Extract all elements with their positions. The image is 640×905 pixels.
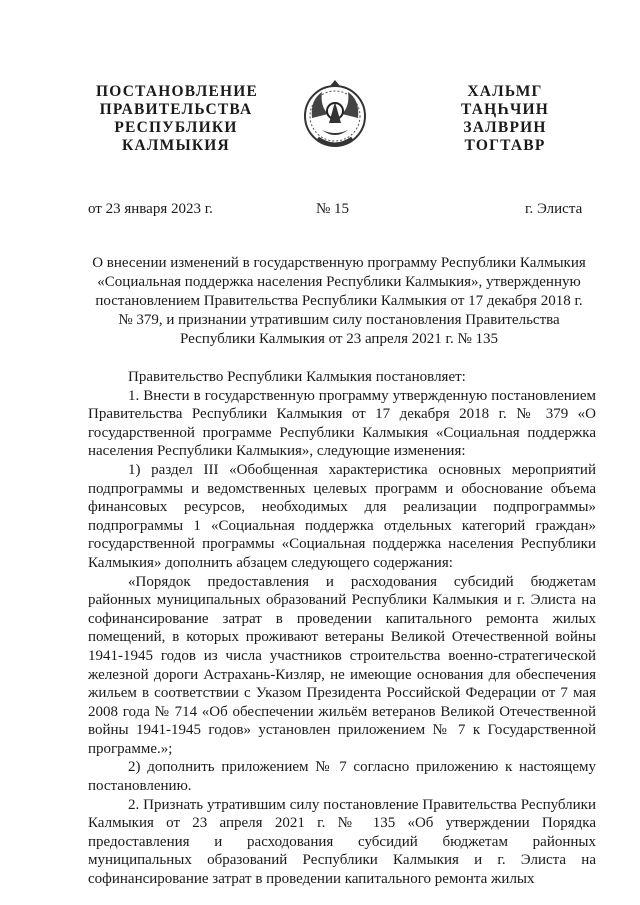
- header-right-line: ХАЛЬМГ: [467, 83, 543, 100]
- paragraph-2: 2. Признать утратившим силу постановление Правительства Республики Калмыкия от 23 апреля 2021 г. № 135 «Об утверждении Порядка предоставления и расходования субсидий бюджетам районных муниципальных образований Республики Калмыкия и г. Элиста на софинансирование затрат в проведении капитального ремонта жилых: [88, 796, 596, 888]
- header-left-line: ПОСТАНОВЛЕНИЕ: [96, 83, 259, 100]
- header-right-line: ТОГТАВР: [464, 137, 546, 154]
- header-left-block: [96, 83, 259, 155]
- body-intro: Правительство Республики Калмыкия постановляет:: [128, 369, 466, 385]
- header-right-block: [445, 83, 565, 155]
- coat-of-arms-emblem-icon: [300, 78, 370, 154]
- document-title: О внесении изменений в государственную программу Республики Калмыкия «Социальная поддержка населения Республики Калмыкия», утвержденную постановлением Правительства Республики Калмыкия от 17 декабря 2018 г. № 379, и признании утратившим силу постановления Правительства Республики Калмыкия от 23 апреля 2021 г. № 135: [92, 255, 586, 347]
- header-left-line: ПРАВИТЕЛЬСТВА: [99, 101, 253, 118]
- paragraph-1-2: 2) дополнить приложением № 7 согласно приложению к настоящему постановлению.: [88, 759, 596, 795]
- document-body: [88, 368, 596, 889]
- document-city: г. Элиста: [525, 201, 583, 217]
- document-date: от 23 января 2023 г.: [88, 201, 213, 217]
- quoted-paragraph: «Порядок предоставления и расходования субсидий бюджетам районных муниципальных образований Республики Калмыкия и г. Элиста на софинансирование затрат в проведении капитального ремонта жилых помещений, в которых проживают ветераны Великой Отечественной войны 1941-1945 годов из числа участников строительства военно-стратегической железной дороги Астрахань-Кизляр, не имеющие основания для обеспечения жильем в соответствии с Указом Президента Российской Федерации от 7 мая 2008 года № 714 «Об обеспечении жильём ветеранов Великой Отечественной войны 1941-1945 годов» установлен приложением № 7 к Государственной программе.»;: [88, 573, 596, 757]
- paragraph-1: 1. Внести в государственную программу утвержденную постановлением Правительства Республики Калмыкия от 17 декабря 2018 г. № 379 «О государственной программе Республики Калмыкия «Социальная поддержка населения Республики Калмыкия», следующие изменения:: [88, 387, 596, 460]
- header-right-line: ЗАЛВРИН: [463, 119, 547, 136]
- header-left-line: КАЛМЫКИЯ: [122, 137, 230, 154]
- header-right-line: ТАҢҺЧИН: [460, 101, 550, 118]
- header-left-line: РЕСПУБЛИКИ: [114, 119, 238, 136]
- document-number: № 15: [316, 201, 350, 217]
- paragraph-1-1: 1) раздел III «Обобщенная характеристика основных мероприятий подпрограммы и ведомственных целевых программ и обоснование объема финансовых ресурсов, необходимых для реализации подпрограммы» подпрограммы 1 «Социальная поддержка отдельных категорий граждан» государственной программы «Социальная поддержка населения Республики Калмыкия» дополнить абзацем следующего содержания:: [88, 461, 596, 571]
